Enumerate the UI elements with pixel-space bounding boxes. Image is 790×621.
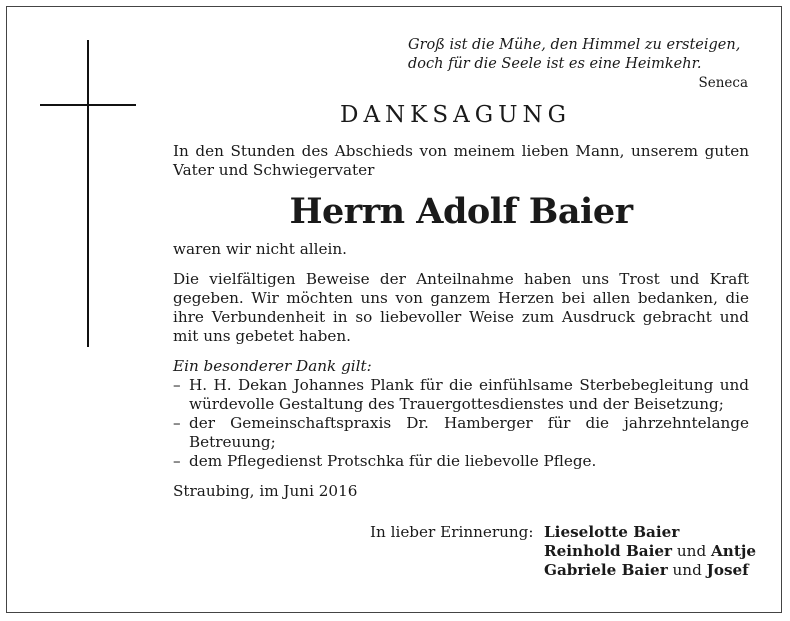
signoff-names [544,523,756,580]
list-dash: – [173,414,181,432]
mourner-name: Gabriele Baier [544,561,668,579]
list-dash: – [173,452,181,470]
place-date: Straubing, im Juni 2016 [173,482,358,500]
mourner-name: Lieselotte Baier [544,523,680,541]
motto-quote [408,36,748,93]
obituary-content [173,142,749,501]
signoff-line-1 [544,523,756,542]
cross-vertical-bar [87,40,89,347]
deceased-name: Herrn Adolf Baier [289,191,633,232]
signoff-line-2 [544,542,756,561]
page-title: DANKSAGUNG [340,102,571,128]
motto-line-2: doch für die Seele ist es eine Heimkehr. [408,56,702,72]
motto-author: Seneca [698,75,748,91]
mourner-name: Reinhold Baier [544,542,673,560]
mourner-name: Josef [706,561,749,579]
list-item [173,452,749,471]
connector-text: und [672,542,712,560]
list-item-text: der Gemeinschaftspraxis Dr. Hamberger für die jahrzehntelange Betreuung; [189,414,749,451]
signoff-label: In lieber Erinnerung: [370,523,534,541]
list-item [173,414,749,452]
connector-text: und [667,561,707,579]
list-dash: – [173,376,181,394]
signoff-line-3 [544,561,756,580]
list-item [173,376,749,414]
special-thanks-title: Ein besonderer Dank gilt: [173,357,372,375]
intro-text: In den Stunden des Abschieds von meinem lieben Mann, unserem guten Vater und Schwiegervater [173,142,749,179]
list-item-text: dem Pflegedienst Protschka für die liebevolle Pflege. [189,452,597,470]
motto-line-1: Groß ist die Mühe, den Himmel zu ersteigen, [408,37,741,53]
mourner-name: Antje [711,542,757,560]
list-item-text: H. H. Dekan Johannes Plank für die einfühlsame Sterbebegleitung und würdevolle Gestaltung des Trauergottesdienstes und der Beisetzung; [189,376,749,413]
not-alone-text: waren wir nicht allein. [173,240,347,258]
body-text: Die vielfältigen Beweise der Anteilnahme haben uns Trost und Kraft gegeben. Wir möchten uns von ganzem Herzen bei allen bedanken, die ihre Verbundenheit in so liebevoller Weise zum Ausdruck gebracht und mit uns gebetet haben. [173,270,749,345]
cross-horizontal-bar [40,104,136,106]
